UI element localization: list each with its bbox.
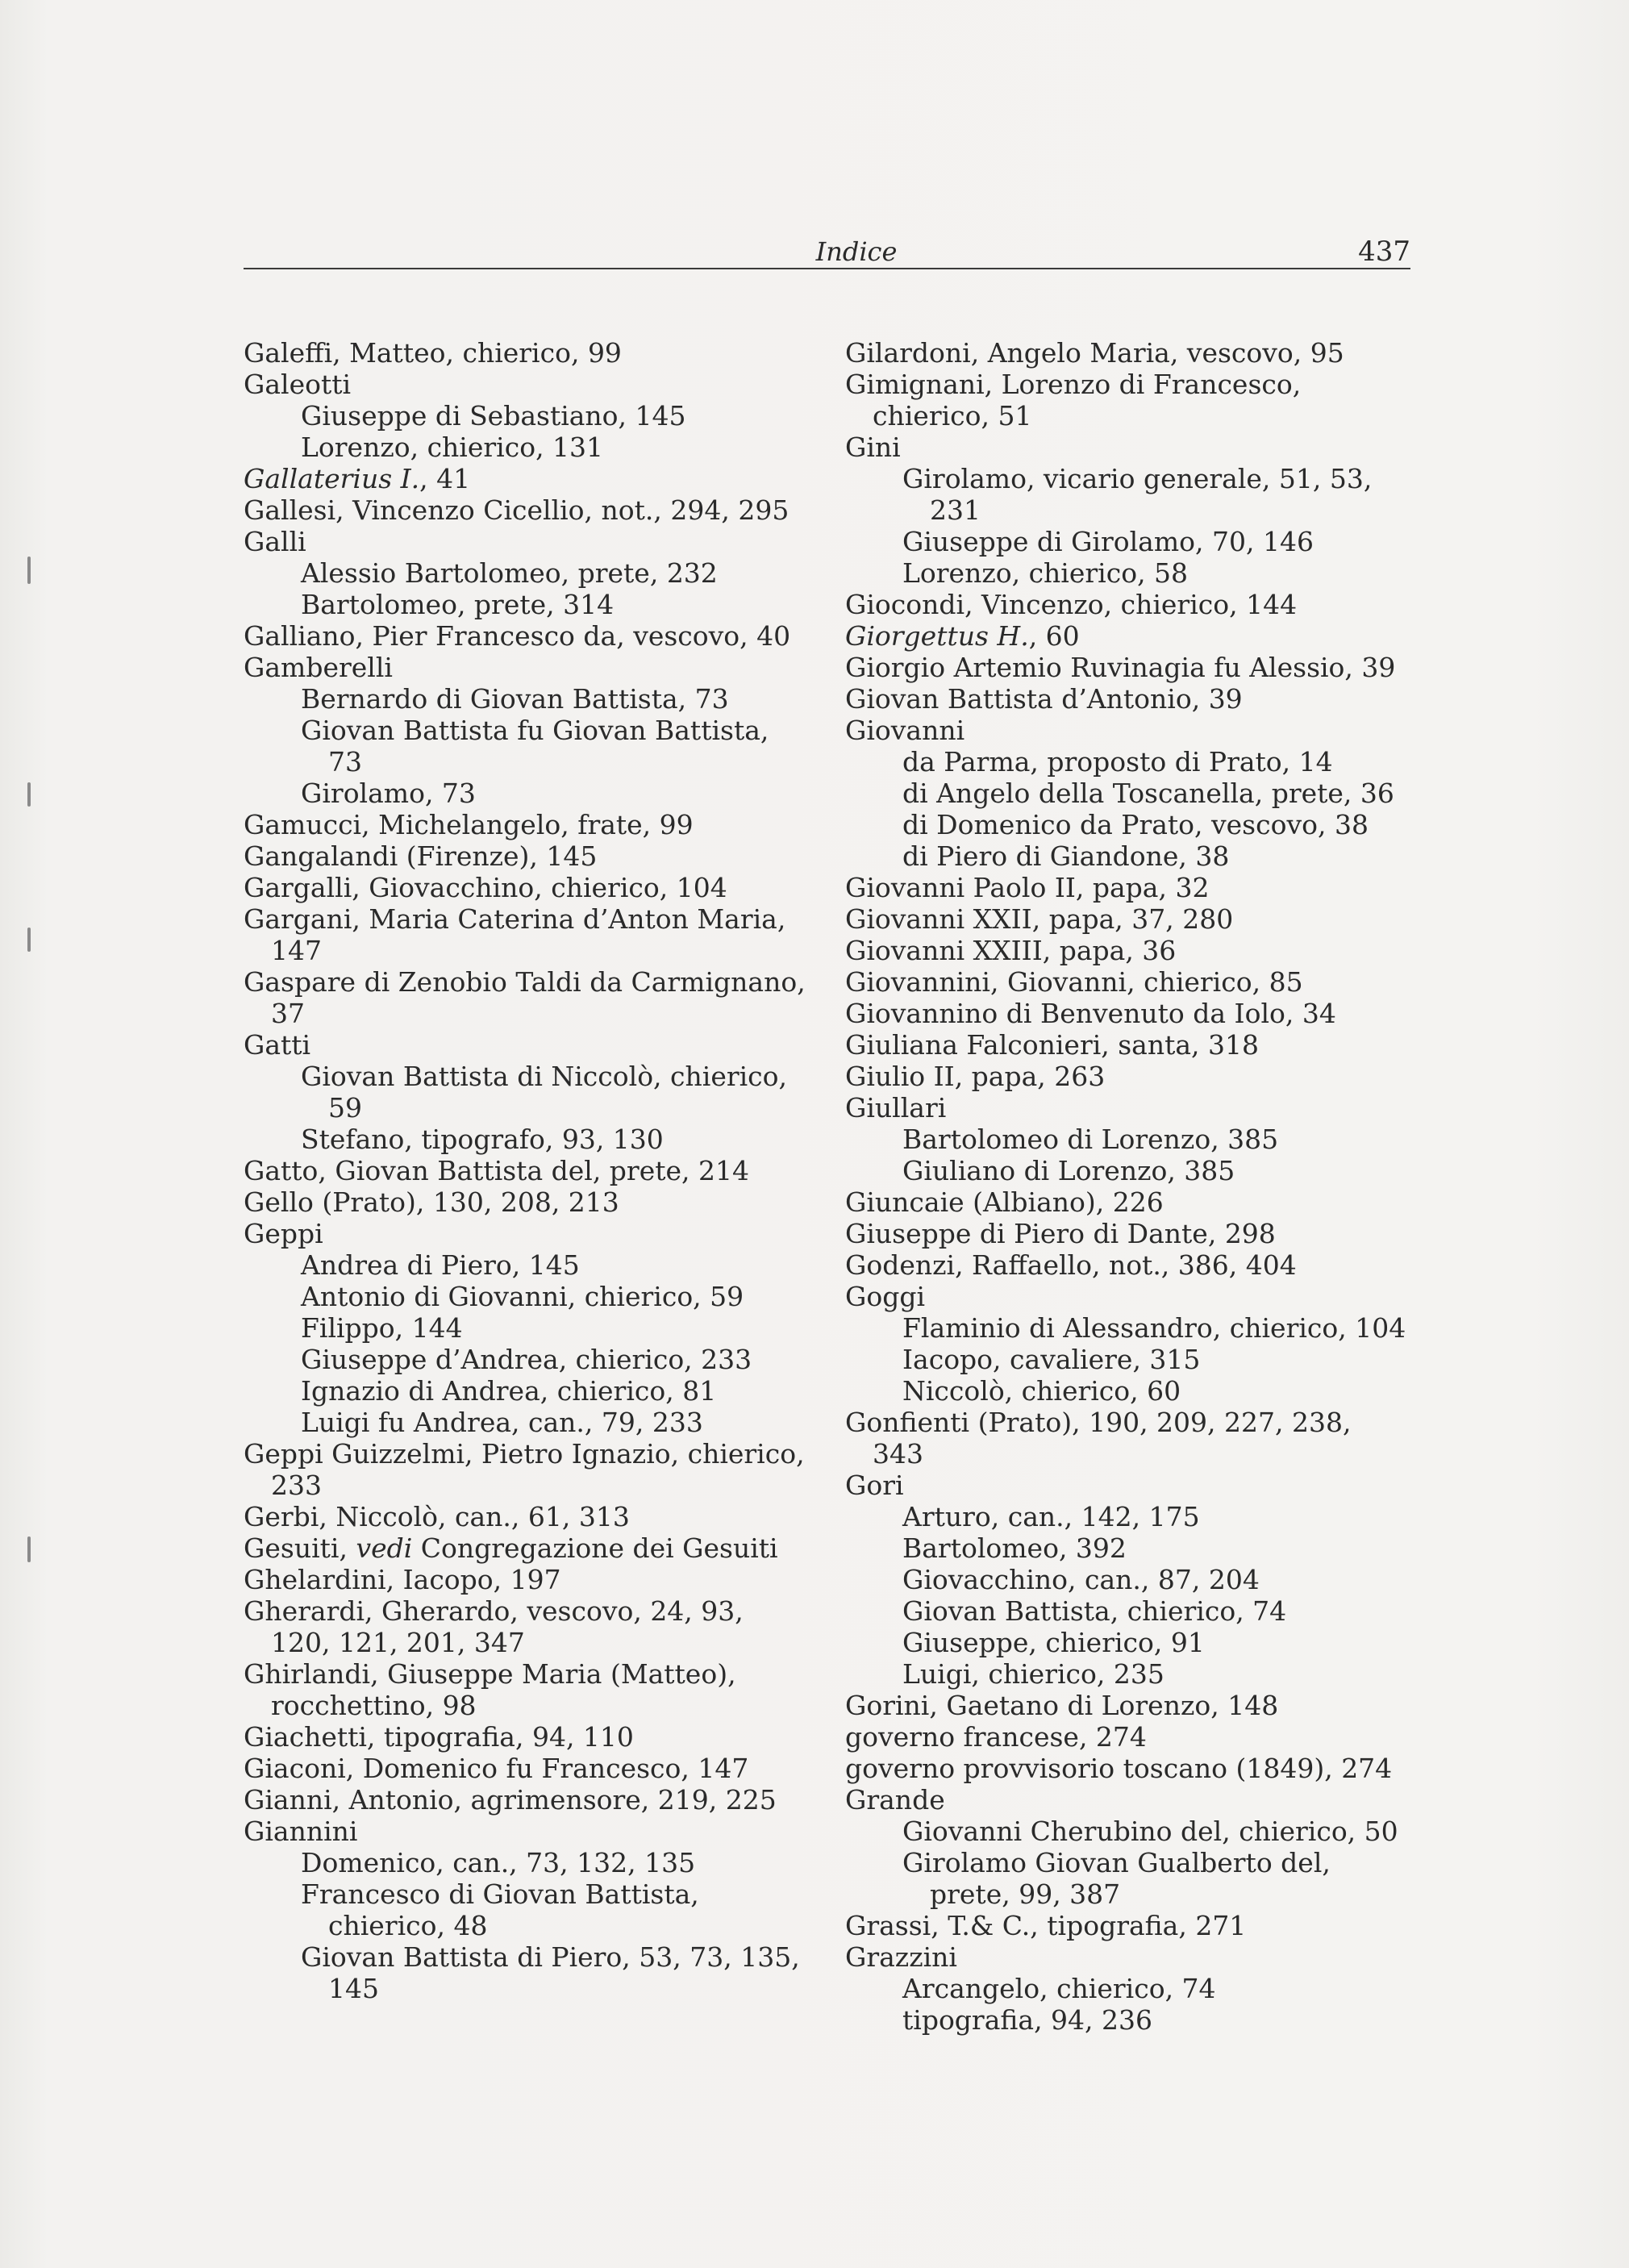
index-subentry xyxy=(845,1501,1410,1532)
entry-text: Gaspare di Zenobio Taldi da Carmignano, 37 xyxy=(244,966,806,1029)
index-entry xyxy=(244,526,808,557)
index-subentry xyxy=(845,1532,1410,1564)
entry-text: Girolamo, 73 xyxy=(301,778,476,809)
index-subentry xyxy=(244,1375,808,1407)
entry-text: Giuliano di Lorenzo, 385 xyxy=(902,1155,1235,1186)
index-entry xyxy=(845,1249,1410,1281)
entry-text: Gatti xyxy=(244,1029,311,1061)
index-subentry xyxy=(845,1658,1410,1690)
entry-text: Giovanni Paolo II, papa, 32 xyxy=(845,872,1210,903)
entry-text: Gangalandi (Firenze), 145 xyxy=(244,840,598,872)
index-subentry xyxy=(244,589,808,620)
index-entry xyxy=(845,1029,1410,1061)
index-entry xyxy=(845,872,1410,903)
index-entry xyxy=(845,1092,1410,1124)
index-entry xyxy=(845,715,1410,746)
index-entry xyxy=(845,1218,1410,1249)
italic-name: Gallaterius I. xyxy=(244,463,420,494)
entry-text: Giuliana Falconieri, santa, 318 xyxy=(845,1029,1260,1061)
entry-text: Gatto, Giovan Battista del, prete, 214 xyxy=(244,1155,749,1186)
entry-text: Geppi xyxy=(244,1218,323,1249)
entry-text: Lorenzo, chierico, 58 xyxy=(902,557,1189,589)
page-edge-mark xyxy=(27,1536,31,1562)
index-entry xyxy=(845,1721,1410,1753)
index-column-left xyxy=(244,337,808,2004)
index-entry xyxy=(244,966,808,1029)
entry-text: Gello (Prato), 130, 208, 213 xyxy=(244,1186,619,1218)
index-entry xyxy=(244,494,808,526)
header-rule xyxy=(244,268,1410,269)
entry-text: governo francese, 274 xyxy=(845,1721,1147,1753)
index-entry xyxy=(845,652,1410,683)
index-entry xyxy=(244,1438,808,1501)
page-number: 437 xyxy=(1358,236,1410,268)
index-entry xyxy=(244,620,808,652)
entry-text: Gilardoni, Angelo Maria, vescovo, 95 xyxy=(845,337,1344,369)
index-subentry xyxy=(845,2004,1410,2036)
index-entry xyxy=(244,1532,808,1564)
entry-text: Alessio Bartolomeo, prete, 232 xyxy=(301,557,718,589)
entry-text: Lorenzo, chierico, 131 xyxy=(301,432,604,463)
entry-text: Giovannini, Giovanni, chierico, 85 xyxy=(845,966,1303,998)
index-entry xyxy=(845,966,1410,998)
entry-text: Galeotti xyxy=(244,369,352,400)
index-subentry xyxy=(244,1941,808,2004)
entry-text: Gamberelli xyxy=(244,652,393,683)
italic-name: Giorgettus H. xyxy=(845,620,1029,652)
index-entry xyxy=(845,1941,1410,1973)
entry-text: Niccolò, chierico, 60 xyxy=(902,1375,1181,1407)
index-subentry xyxy=(244,1407,808,1438)
index-subentry xyxy=(845,746,1410,778)
index-subentry xyxy=(845,1627,1410,1658)
entry-text: di Angelo della Toscanella, prete, 36 xyxy=(902,778,1394,809)
entry-text: Giovan Battista, chierico, 74 xyxy=(902,1595,1287,1627)
index-subentry xyxy=(845,1155,1410,1186)
index-subentry xyxy=(244,1312,808,1344)
index-entry xyxy=(244,1816,808,1847)
index-entry xyxy=(244,872,808,903)
index-entry xyxy=(244,1186,808,1218)
entry-text: Ghelardini, Iacopo, 197 xyxy=(244,1564,561,1595)
entry-text: da Parma, proposto di Prato, 14 xyxy=(902,746,1333,778)
index-entry xyxy=(244,1784,808,1816)
entry-text: Gorini, Gaetano di Lorenzo, 148 xyxy=(845,1690,1279,1721)
index-entry xyxy=(845,935,1410,966)
entry-text: Ignazio di Andrea, chierico, 81 xyxy=(301,1375,717,1407)
entry-text: Giaconi, Domenico fu Francesco, 147 xyxy=(244,1753,749,1784)
index-entry xyxy=(845,683,1410,715)
entry-text: Filippo, 144 xyxy=(301,1312,463,1344)
entry-text: Galli xyxy=(244,526,306,557)
index-entry xyxy=(244,809,808,840)
index-entry xyxy=(845,620,1410,652)
index-entry xyxy=(244,1564,808,1595)
entry-text: Grazzini xyxy=(845,1941,957,1973)
entry-text: Giuseppe di Sebastiano, 145 xyxy=(301,400,686,432)
entry-text: Gargani, Maria Caterina d’Anton Maria, 147 xyxy=(244,903,786,966)
index-subentry xyxy=(845,526,1410,557)
page-edge-mark xyxy=(27,782,31,807)
index-subentry xyxy=(244,1847,808,1878)
entry-text: Galliano, Pier Francesco da, vescovo, 40 xyxy=(244,620,791,652)
entry-text: Giovanni Cherubino del, chierico, 50 xyxy=(902,1816,1398,1847)
index-entry xyxy=(845,1186,1410,1218)
index-subentry xyxy=(244,683,808,715)
entry-text: Grande xyxy=(845,1784,945,1816)
entry-text: Antonio di Giovanni, chierico, 59 xyxy=(301,1281,744,1312)
entry-text: Giocondi, Vincenzo, chierico, 144 xyxy=(845,589,1298,620)
entry-text: Domenico, can., 73, 132, 135 xyxy=(301,1847,696,1878)
entry-text: Gesuiti, xyxy=(244,1532,356,1564)
running-header xyxy=(244,236,1410,268)
index-entry xyxy=(845,1753,1410,1784)
index-entry xyxy=(244,1753,808,1784)
index-subentry xyxy=(845,840,1410,872)
index-entry xyxy=(845,1784,1410,1816)
entry-text: Gherardi, Gherardo, vescovo, 24, 93, 120, 121, 201, 347 xyxy=(244,1595,744,1658)
index-entry xyxy=(845,998,1410,1029)
entry-text: governo provvisorio toscano (1849), 274 xyxy=(845,1753,1393,1784)
index-entry xyxy=(244,903,808,966)
entry-text: Gallesi, Vincenzo Cicellio, not., 294, 295 xyxy=(244,494,790,526)
entry-text: Giachetti, tipografia, 94, 110 xyxy=(244,1721,634,1753)
entry-text: Gori xyxy=(845,1470,904,1501)
entry-text: Galeffi, Matteo, chierico, 99 xyxy=(244,337,622,369)
entry-text: Giorgio Artemio Ruvinagia fu Alessio, 39 xyxy=(845,652,1396,683)
index-subentry xyxy=(845,1344,1410,1375)
index-entry xyxy=(845,337,1410,369)
entry-text: Grassi, T.& C., tipografia, 271 xyxy=(845,1910,1247,1941)
index-entry xyxy=(244,1029,808,1061)
page-edge-mark xyxy=(27,557,31,584)
entry-text: Bartolomeo di Lorenzo, 385 xyxy=(902,1124,1279,1155)
index-entry xyxy=(244,1658,808,1721)
index-entry xyxy=(244,1155,808,1186)
header-title: Indice xyxy=(815,236,898,267)
index-entry xyxy=(244,1595,808,1658)
entry-text: Giovanni XXII, papa, 37, 280 xyxy=(845,903,1234,935)
entry-text: Girolamo, vicario generale, 51, 53, 231 xyxy=(902,463,1373,526)
entry-text: di Domenico da Prato, vescovo, 38 xyxy=(902,809,1369,840)
index-entry xyxy=(244,1218,808,1249)
entry-text: Giuseppe di Girolamo, 70, 146 xyxy=(902,526,1314,557)
entry-text: Geppi Guizzelmi, Pietro Ignazio, chierico, 233 xyxy=(244,1438,805,1501)
entry-text: Gini xyxy=(845,432,901,463)
index-entry xyxy=(845,369,1410,432)
index-subentry xyxy=(244,778,808,809)
index-subentry xyxy=(244,400,808,432)
index-subentry xyxy=(845,1312,1410,1344)
entry-text: Girolamo Giovan Gualberto del, prete, 99, 387 xyxy=(902,1847,1331,1910)
entry-text: Gonfienti (Prato), 190, 209, 227, 238, 343 xyxy=(845,1407,1352,1470)
index-subentry xyxy=(244,1061,808,1124)
entry-text: , 60 xyxy=(1028,620,1080,652)
cross-reference: vedi xyxy=(356,1532,413,1564)
entry-text: Giuncaie (Albiano), 226 xyxy=(845,1186,1164,1218)
entry-text: Andrea di Piero, 145 xyxy=(301,1249,580,1281)
entry-text: Goggi xyxy=(845,1281,926,1312)
index-entry xyxy=(845,432,1410,463)
index-subentry xyxy=(244,1249,808,1281)
entry-text: Giovan Battista fu Giovan Battista, 73 xyxy=(301,715,769,778)
index-column-right xyxy=(845,337,1410,2036)
entry-text: Arcangelo, chierico, 74 xyxy=(902,1973,1216,2004)
index-entry xyxy=(845,903,1410,935)
entry-text: Bartolomeo, prete, 314 xyxy=(301,589,615,620)
index-entry xyxy=(845,1470,1410,1501)
entry-text: Congregazione dei Gesuiti xyxy=(412,1532,778,1564)
index-subentry xyxy=(845,463,1410,526)
entry-text: Gianni, Antonio, agrimensore, 219, 225 xyxy=(244,1784,777,1816)
index-entry xyxy=(845,1281,1410,1312)
index-entry xyxy=(845,1910,1410,1941)
entry-text: Francesco di Giovan Battista, chierico, 48 xyxy=(301,1878,699,1941)
index-subentry xyxy=(244,557,808,589)
index-subentry xyxy=(845,1375,1410,1407)
entry-text: Giovacchino, can., 87, 204 xyxy=(902,1564,1260,1595)
entry-text: tipografia, 94, 236 xyxy=(902,2004,1153,2036)
index-subentry xyxy=(845,1564,1410,1595)
page-edge-mark xyxy=(27,928,31,952)
entry-text: Gamucci, Michelangelo, frate, 99 xyxy=(244,809,694,840)
entry-text: , 41 xyxy=(419,463,471,494)
index-subentry xyxy=(845,557,1410,589)
index-subentry xyxy=(244,1344,808,1375)
entry-text: Stefano, tipografo, 93, 130 xyxy=(301,1124,664,1155)
entry-text: Giovan Battista d’Antonio, 39 xyxy=(845,683,1243,715)
index-entry xyxy=(244,1721,808,1753)
entry-text: Ghirlandi, Giuseppe Maria (Matteo), rocchettino, 98 xyxy=(244,1658,736,1721)
entry-text: Gerbi, Niccolò, can., 61, 313 xyxy=(244,1501,630,1532)
entry-text: Giullari xyxy=(845,1092,947,1124)
index-entry xyxy=(244,463,808,494)
entry-text: Luigi, chierico, 235 xyxy=(902,1658,1164,1690)
index-entry xyxy=(244,840,808,872)
entry-text: Giovannino di Benvenuto da Iolo, 34 xyxy=(845,998,1336,1029)
entry-text: di Piero di Giandone, 38 xyxy=(902,840,1230,872)
entry-text: Giannini xyxy=(244,1816,358,1847)
entry-text: Giuseppe di Piero di Dante, 298 xyxy=(845,1218,1276,1249)
entry-text: Giovanni xyxy=(845,715,965,746)
index-subentry xyxy=(244,432,808,463)
index-entry xyxy=(244,1501,808,1532)
index-entry xyxy=(845,1061,1410,1092)
index-subentry xyxy=(845,778,1410,809)
entry-text: Giovan Battista di Niccolò, chierico, 59 xyxy=(301,1061,788,1124)
entry-text: Godenzi, Raffaello, not., 386, 404 xyxy=(845,1249,1297,1281)
index-entry xyxy=(845,1690,1410,1721)
entry-text: Bernardo di Giovan Battista, 73 xyxy=(301,683,729,715)
entry-text: Luigi fu Andrea, can., 79, 233 xyxy=(301,1407,703,1438)
index-entry xyxy=(845,1407,1410,1470)
entry-text: Giovanni XXIII, papa, 36 xyxy=(845,935,1177,966)
entry-text: Giuseppe, chierico, 91 xyxy=(902,1627,1205,1658)
index-entry xyxy=(244,369,808,400)
index-subentry xyxy=(244,1124,808,1155)
index-subentry xyxy=(244,1878,808,1941)
entry-text: Giuseppe d’Andrea, chierico, 233 xyxy=(301,1344,752,1375)
entry-text: Flaminio di Alessandro, chierico, 104 xyxy=(902,1312,1406,1344)
index-subentry xyxy=(845,1847,1410,1910)
entry-text: Gargalli, Giovacchino, chierico, 104 xyxy=(244,872,727,903)
index-subentry xyxy=(244,715,808,778)
entry-text: Gimignani, Lorenzo di Francesco, chierico, 51 xyxy=(845,369,1302,432)
entry-text: Giulio II, papa, 263 xyxy=(845,1061,1106,1092)
index-entry xyxy=(845,589,1410,620)
index-subentry xyxy=(845,1595,1410,1627)
index-subentry xyxy=(845,1816,1410,1847)
index-subentry xyxy=(845,1973,1410,2004)
index-subentry xyxy=(845,809,1410,840)
index-entry xyxy=(244,337,808,369)
index-entry xyxy=(244,652,808,683)
index-subentry xyxy=(244,1281,808,1312)
entry-text: Giovan Battista di Piero, 53, 73, 135, 145 xyxy=(301,1941,800,2004)
entry-text: Arturo, can., 142, 175 xyxy=(902,1501,1200,1532)
index-subentry xyxy=(845,1124,1410,1155)
entry-text: Iacopo, cavaliere, 315 xyxy=(902,1344,1201,1375)
entry-text: Bartolomeo, 392 xyxy=(902,1532,1127,1564)
